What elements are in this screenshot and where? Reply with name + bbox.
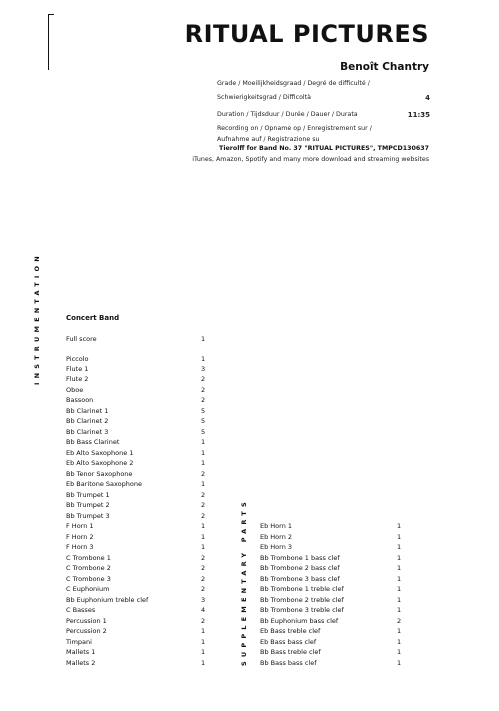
part-name: Flute 2	[66, 375, 89, 383]
part-name: Piccolo	[66, 355, 89, 363]
part-quantity: 1	[397, 575, 402, 583]
part-name: Bb Clarinet 3	[66, 428, 109, 436]
corner-rule-vertical	[48, 14, 49, 70]
part-name: Bb Euphonium bass clef	[260, 617, 339, 625]
grade-label-line1: Grade / Moeilijkheidsgraad / Degré de difficulté /	[217, 80, 370, 87]
list-item	[260, 627, 405, 637]
part-quantity: 1	[397, 564, 402, 572]
part-quantity: 1	[201, 438, 206, 446]
part-quantity: 1	[397, 606, 402, 614]
part-quantity: 2	[201, 386, 206, 394]
list-item	[260, 564, 405, 574]
part-name: Eb Bass bass clef	[260, 638, 317, 646]
list-item	[66, 428, 206, 438]
instrumentation-side-label: INSTRUMENTATION	[33, 252, 41, 385]
list-item	[66, 617, 206, 627]
part-quantity: 3	[201, 596, 206, 604]
part-name: Eb Horn 3	[260, 543, 293, 551]
part-name: C Euphonium	[66, 585, 110, 593]
part-quantity: 2	[397, 617, 402, 625]
part-quantity: 1	[397, 659, 402, 667]
list-item	[260, 648, 405, 658]
part-quantity: 1	[201, 522, 206, 530]
list-item	[260, 533, 405, 543]
part-name: Bb Bass treble clef	[260, 648, 321, 656]
list-item	[66, 638, 206, 648]
part-name: F Horn 2	[66, 533, 94, 541]
part-name: Eb Horn 2	[260, 533, 293, 541]
part-quantity: 2	[201, 491, 206, 499]
part-name: Bb Trumpet 2	[66, 501, 110, 509]
part-name: C Trombone 1	[66, 554, 111, 562]
part-quantity: 2	[201, 564, 206, 572]
part-quantity: 2	[201, 512, 206, 520]
list-item	[66, 659, 206, 669]
list-item	[260, 585, 405, 595]
part-name: Eb Bass treble clef	[260, 627, 321, 635]
list-item	[66, 480, 206, 490]
concert-band-heading: Concert Band	[66, 314, 120, 322]
duration-row	[217, 111, 430, 118]
part-quantity: 1	[397, 648, 402, 656]
duration-label: Duration / Tijdsduur / Durée / Dauer / Durata	[217, 111, 358, 118]
list-item	[66, 449, 206, 459]
list-item	[66, 512, 206, 522]
part-quantity: 3	[201, 365, 206, 373]
part-name: Percussion 2	[66, 627, 107, 635]
part-quantity: 1	[201, 627, 206, 635]
part-name: Flute 1	[66, 365, 89, 373]
list-item	[66, 501, 206, 511]
part-quantity: 1	[201, 543, 206, 551]
supplementary-side-label: SUPPLEMENTARY PARTS	[240, 498, 248, 666]
list-item	[66, 396, 206, 406]
part-quantity: 1	[397, 627, 402, 635]
list-item	[260, 659, 405, 669]
part-quantity: 1	[397, 554, 402, 562]
list-item	[260, 554, 405, 564]
part-name: Bb Trumpet 3	[66, 512, 110, 520]
part-name: Bb Tenor Saxophone	[66, 470, 133, 478]
list-item	[66, 596, 206, 606]
part-name: F Horn 3	[66, 543, 94, 551]
list-item	[66, 375, 206, 385]
part-quantity: 5	[201, 417, 206, 425]
list-item	[66, 533, 206, 543]
part-quantity: 1	[397, 543, 402, 551]
duration-value: 11:35	[407, 111, 430, 119]
part-name: Eb Baritone Saxophone	[66, 480, 143, 488]
list-item	[66, 470, 206, 480]
part-quantity: 2	[201, 575, 206, 583]
part-quantity: 1	[201, 659, 206, 667]
list-item	[66, 627, 206, 637]
list-item	[260, 638, 405, 648]
part-name: Bb Trombone 1 treble clef	[260, 585, 344, 593]
part-quantity: 1	[201, 533, 206, 541]
list-item	[66, 459, 206, 469]
part-quantity: 5	[201, 407, 206, 415]
part-name: Timpani	[66, 638, 92, 646]
part-name: Bb Bass bass clef	[260, 659, 317, 667]
list-item	[66, 335, 206, 345]
list-item	[66, 585, 206, 595]
part-name: C Trombone 2	[66, 564, 111, 572]
part-name: Eb Horn 1	[260, 522, 293, 530]
recording-label-line2: Aufnahme auf / Registrazione su	[217, 136, 320, 143]
part-name: Bb Clarinet 1	[66, 407, 109, 415]
list-item	[66, 648, 206, 658]
streaming-note: iTunes, Amazon, Spotify and many more download and streaming websites	[192, 156, 429, 163]
list-item	[66, 606, 206, 616]
list-item	[66, 355, 206, 365]
part-quantity: 2	[201, 470, 206, 478]
part-quantity: 1	[201, 355, 206, 363]
part-quantity: 2	[201, 554, 206, 562]
piece-title: RITUAL PICTURES	[184, 20, 429, 48]
part-quantity: 2	[201, 396, 206, 404]
list-item	[260, 596, 405, 606]
part-name: Bb Trombone 2 bass clef	[260, 564, 340, 572]
list-item	[260, 606, 405, 616]
list-item	[66, 417, 206, 427]
list-item	[66, 365, 206, 375]
part-quantity: 2	[201, 501, 206, 509]
list-item	[66, 438, 206, 448]
list-item	[66, 522, 206, 532]
part-quantity: 1	[201, 449, 206, 457]
list-item	[260, 543, 405, 553]
part-quantity: 1	[201, 335, 206, 343]
part-name: Bassoon	[66, 396, 94, 404]
list-item	[66, 386, 206, 396]
part-name: Bb Trombone 1 bass clef	[260, 554, 340, 562]
part-name: Eb Alto Saxophone 2	[66, 459, 134, 467]
recording-album: Tierolff for Band No. 37 "RITUAL PICTURES", TMPCD130637	[219, 145, 429, 152]
part-quantity: 1	[201, 480, 206, 488]
list-item	[260, 575, 405, 585]
part-name: Bb Trombone 2 treble clef	[260, 596, 344, 604]
part-quantity: 1	[397, 585, 402, 593]
part-quantity: 1	[397, 533, 402, 541]
part-name: Mallets 1	[66, 648, 96, 656]
list-item	[66, 543, 206, 553]
part-quantity: 5	[201, 428, 206, 436]
part-name: F Horn 1	[66, 522, 94, 530]
recording-label-line1: Recording on / Opname op / Enregistrement sur /	[217, 125, 372, 132]
part-quantity: 2	[201, 375, 206, 383]
part-name: Full score	[66, 335, 97, 343]
part-name: C Trombone 3	[66, 575, 111, 583]
list-item	[66, 554, 206, 564]
part-quantity: 1	[397, 596, 402, 604]
list-item	[66, 564, 206, 574]
part-name: Bb Bass Clarinet	[66, 438, 120, 446]
list-item	[260, 617, 405, 627]
part-quantity: 1	[201, 648, 206, 656]
list-item	[66, 407, 206, 417]
part-name: Bb Euphonium treble clef	[66, 596, 149, 604]
list-item	[66, 575, 206, 585]
part-quantity: 4	[201, 606, 206, 614]
part-quantity: 2	[201, 617, 206, 625]
list-item	[260, 522, 405, 532]
part-quantity: 1	[201, 638, 206, 646]
part-quantity: 1	[397, 522, 402, 530]
part-name: Bb Trombone 3 treble clef	[260, 606, 344, 614]
part-name: Bb Trumpet 1	[66, 491, 110, 499]
part-name: C Basses	[66, 606, 96, 614]
part-name: Bb Trombone 3 bass clef	[260, 575, 340, 583]
part-name: Percussion 1	[66, 617, 107, 625]
grade-value: 4	[425, 94, 430, 102]
part-name: Bb Clarinet 2	[66, 417, 109, 425]
part-name: Eb Alto Saxophone 1	[66, 449, 134, 457]
part-quantity: 1	[397, 638, 402, 646]
composer-name: Benoît Chantry	[340, 61, 429, 73]
part-name: Mallets 2	[66, 659, 96, 667]
list-item	[66, 491, 206, 501]
grade-row	[217, 94, 430, 101]
corner-rule-horizontal	[48, 14, 54, 15]
part-quantity: 2	[201, 585, 206, 593]
part-name: Oboe	[66, 386, 84, 394]
part-quantity: 1	[201, 459, 206, 467]
grade-label-line2: Schwierigkeitsgrad / Difficoltà	[217, 94, 311, 101]
